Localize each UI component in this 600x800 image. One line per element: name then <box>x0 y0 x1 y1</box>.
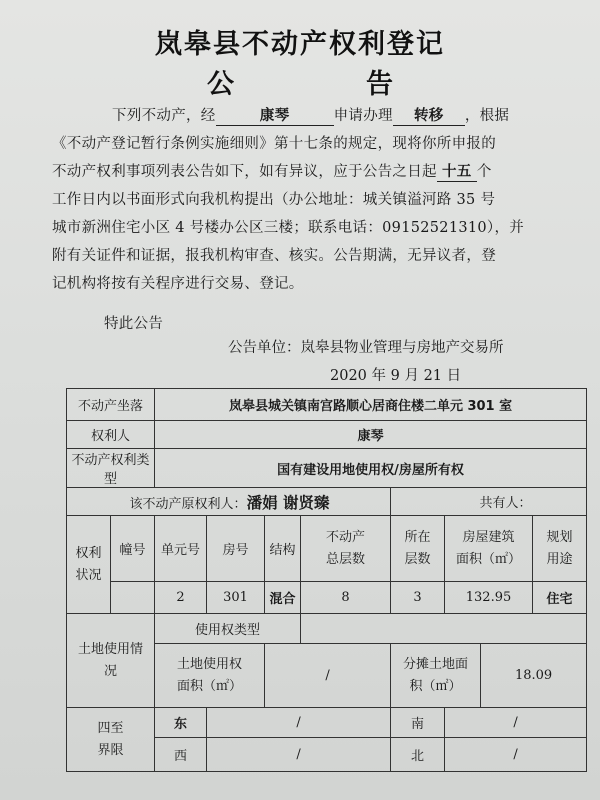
body-line-4: 工作日内以书面形式向我机构提出（办公地址：城关镇溢河路 35 号 <box>52 192 496 208</box>
row-location <box>67 389 587 421</box>
status-label: 权利 状况 <box>67 516 111 614</box>
original-holder-value: 潘娟 谢贤臻 <box>246 493 330 512</box>
objection-days: 十五 <box>437 160 477 182</box>
value-structure: 混合 <box>265 582 301 614</box>
coowner-cell <box>391 488 587 516</box>
header-total-floors: 不动产 总层数 <box>301 516 391 582</box>
location-label: 不动产坐落 <box>67 389 155 421</box>
header-building: 幢号 <box>111 516 155 582</box>
original-holder-cell <box>67 488 391 516</box>
holder-label: 权利人 <box>67 421 155 449</box>
header-unit: 单元号 <box>155 516 207 582</box>
value-room: 301 <box>207 582 265 614</box>
south-label: 南 <box>391 708 445 738</box>
west-label: 西 <box>155 738 207 772</box>
value-floor: 3 <box>391 582 445 614</box>
location-value: 岚皋县城关镇南宫路顺心居商住楼二单元 301 室 <box>155 389 587 421</box>
coowner-label: 共有人： <box>479 496 532 511</box>
notice-subtitle: 公 告 <box>207 69 419 100</box>
value-area: 132.95 <box>445 582 533 614</box>
holder-value: 康琴 <box>155 421 587 449</box>
header-floor: 所在 层数 <box>391 516 445 582</box>
row-original-holder <box>67 488 587 516</box>
shared-area-value: 18.09 <box>481 644 587 708</box>
row-holder <box>67 421 587 449</box>
issuer-name: 岚皋县物业管理与房地产交易所 <box>300 340 504 356</box>
header-use: 规划 用途 <box>533 516 587 582</box>
body-line-6: 附有关证件和证据，报我机构审查、核实。公告期满，无异议者，登 <box>52 248 496 264</box>
land-type-label: 使用权类型 <box>155 614 301 644</box>
header-structure: 结构 <box>265 516 301 582</box>
value-building <box>111 582 155 614</box>
header-room: 房号 <box>207 516 265 582</box>
value-use: 住宅 <box>533 582 587 614</box>
value-total-floors: 8 <box>301 582 391 614</box>
body-line-3: 不动产权利事项列表公告如下，如有异议，应于公告之日起 十五 个 <box>52 160 492 182</box>
row-right-type <box>67 449 587 488</box>
body-line-5: 城市新洲住宅小区 4 号楼办公区三楼；联系电话：09152521310），并 <box>52 220 525 236</box>
notice-title: 岚皋县不动产权利登记 <box>155 29 445 60</box>
land-area-label: 土地使用权 面积（㎡） <box>155 644 265 708</box>
notice-date: 2020 年 9 月 21 日 <box>330 368 462 384</box>
closing-phrase: 特此公告 <box>104 316 164 332</box>
business-type: 转移 <box>393 104 465 126</box>
row-land-type <box>67 614 587 644</box>
header-area: 房屋建筑 面积（㎡） <box>445 516 533 582</box>
right-type-label: 不动产权利类型 <box>67 449 155 488</box>
right-type-value: 国有建设用地使用权/房屋所有权 <box>155 449 587 488</box>
row-east-south <box>67 708 587 738</box>
north-label: 北 <box>391 738 445 772</box>
east-label: 东 <box>155 708 207 738</box>
shared-area-label: 分摊土地面 积（㎡） <box>391 644 481 708</box>
bounds-label: 四至 界限 <box>67 708 155 772</box>
applicant-name: 康琴 <box>216 104 334 126</box>
north-value: / <box>445 738 587 772</box>
original-holder-label: 该不动产原权利人： <box>129 496 247 512</box>
value-unit: 2 <box>155 582 207 614</box>
property-table <box>66 388 587 772</box>
east-value: / <box>207 708 391 738</box>
issuer-line <box>228 336 504 357</box>
land-label: 土地使用情 况 <box>67 614 155 708</box>
land-type-value <box>301 614 587 644</box>
row-status-values <box>67 582 587 614</box>
issuer-label: 公告单位： <box>228 340 301 356</box>
row-status-headers <box>67 516 587 582</box>
south-value: / <box>445 708 587 738</box>
west-value: / <box>207 738 391 772</box>
body-line-7: 记机构将按有关程序进行交易、登记。 <box>52 276 304 292</box>
body-line-2: 《不动产登记暂行条例实施细则》第十七条的规定，现将你所申报的 <box>52 136 496 152</box>
land-area-value: / <box>265 644 391 708</box>
body-line-1: 下列不动产，经 康琴 申请办理 转移 ，根据 <box>112 104 509 126</box>
